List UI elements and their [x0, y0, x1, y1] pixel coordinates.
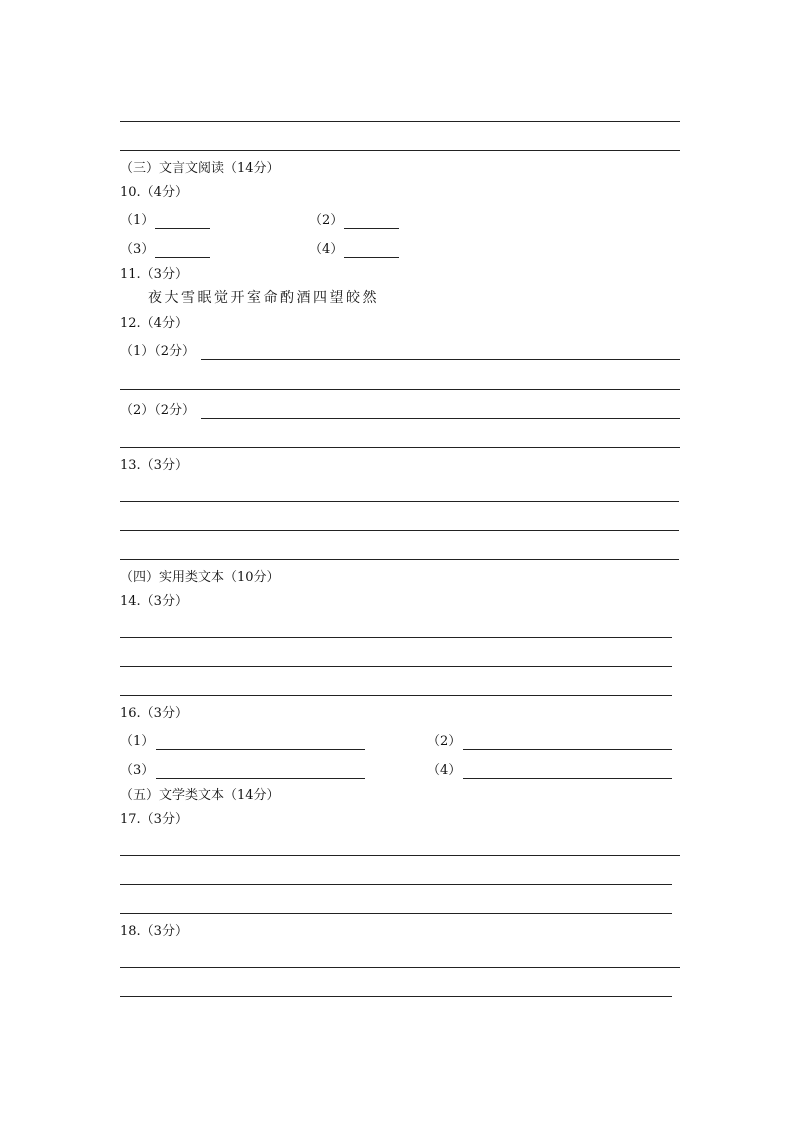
answer-line[interactable] [120, 150, 680, 151]
answer-line[interactable] [120, 913, 672, 914]
q16-item-2-label: （2） [427, 734, 462, 749]
q16-item-4-label: （4） [427, 763, 462, 778]
q12-sub2-label: （2）（2分） [120, 403, 196, 418]
question-label: 13.（3分） [120, 458, 188, 473]
q10-item-4-label: （4） [309, 242, 344, 257]
q11-sentence: 夜大雪眠觉开室命酌酒四望皎然 [148, 290, 379, 306]
answer-line[interactable] [120, 121, 680, 122]
answer-line[interactable] [120, 666, 672, 667]
q16-item-4-blank[interactable] [463, 778, 672, 779]
answer-line[interactable] [120, 884, 672, 885]
answer-line[interactable] [201, 359, 680, 360]
question-label: 18.（3分） [120, 924, 188, 939]
q16-item-1-blank[interactable] [156, 749, 365, 750]
answer-line[interactable] [120, 637, 672, 638]
q12-sub1-label: （1）（2分） [120, 344, 196, 359]
question-label: 14.（3分） [120, 594, 188, 609]
q10-item-1-label: （1） [120, 213, 155, 228]
answer-line[interactable] [120, 855, 680, 856]
question-label: 16.（3分） [120, 706, 188, 721]
q10-item-3-label: （3） [120, 242, 155, 257]
section-heading: （四）实用类文本（10分） [120, 570, 280, 585]
question-label: 17.（3分） [120, 812, 188, 827]
q16-item-3-label: （3） [120, 763, 155, 778]
q10-item-2-blank[interactable] [344, 228, 399, 229]
answer-line[interactable] [120, 559, 679, 560]
section-heading: （三）文言文阅读（14分） [120, 161, 280, 176]
question-label: 12.（4分） [120, 316, 188, 331]
q16-item-2-blank[interactable] [463, 749, 672, 750]
answer-line[interactable] [120, 447, 680, 448]
answer-line[interactable] [120, 389, 680, 390]
answer-line[interactable] [201, 418, 680, 419]
section-heading: （五）文学类文本（14分） [120, 788, 280, 803]
answer-line[interactable] [120, 996, 672, 997]
question-label: 10.（4分） [120, 185, 188, 200]
q10-item-3-blank[interactable] [155, 257, 210, 258]
question-label: 11.（3分） [120, 267, 188, 282]
q10-item-4-blank[interactable] [344, 257, 399, 258]
answer-line[interactable] [120, 967, 680, 968]
answer-line[interactable] [120, 695, 672, 696]
answer-line[interactable] [120, 530, 679, 531]
answer-line[interactable] [120, 501, 679, 502]
q16-item-1-label: （1） [120, 734, 155, 749]
q10-item-2-label: （2） [309, 213, 344, 228]
q16-item-3-blank[interactable] [156, 778, 365, 779]
q10-item-1-blank[interactable] [155, 228, 210, 229]
